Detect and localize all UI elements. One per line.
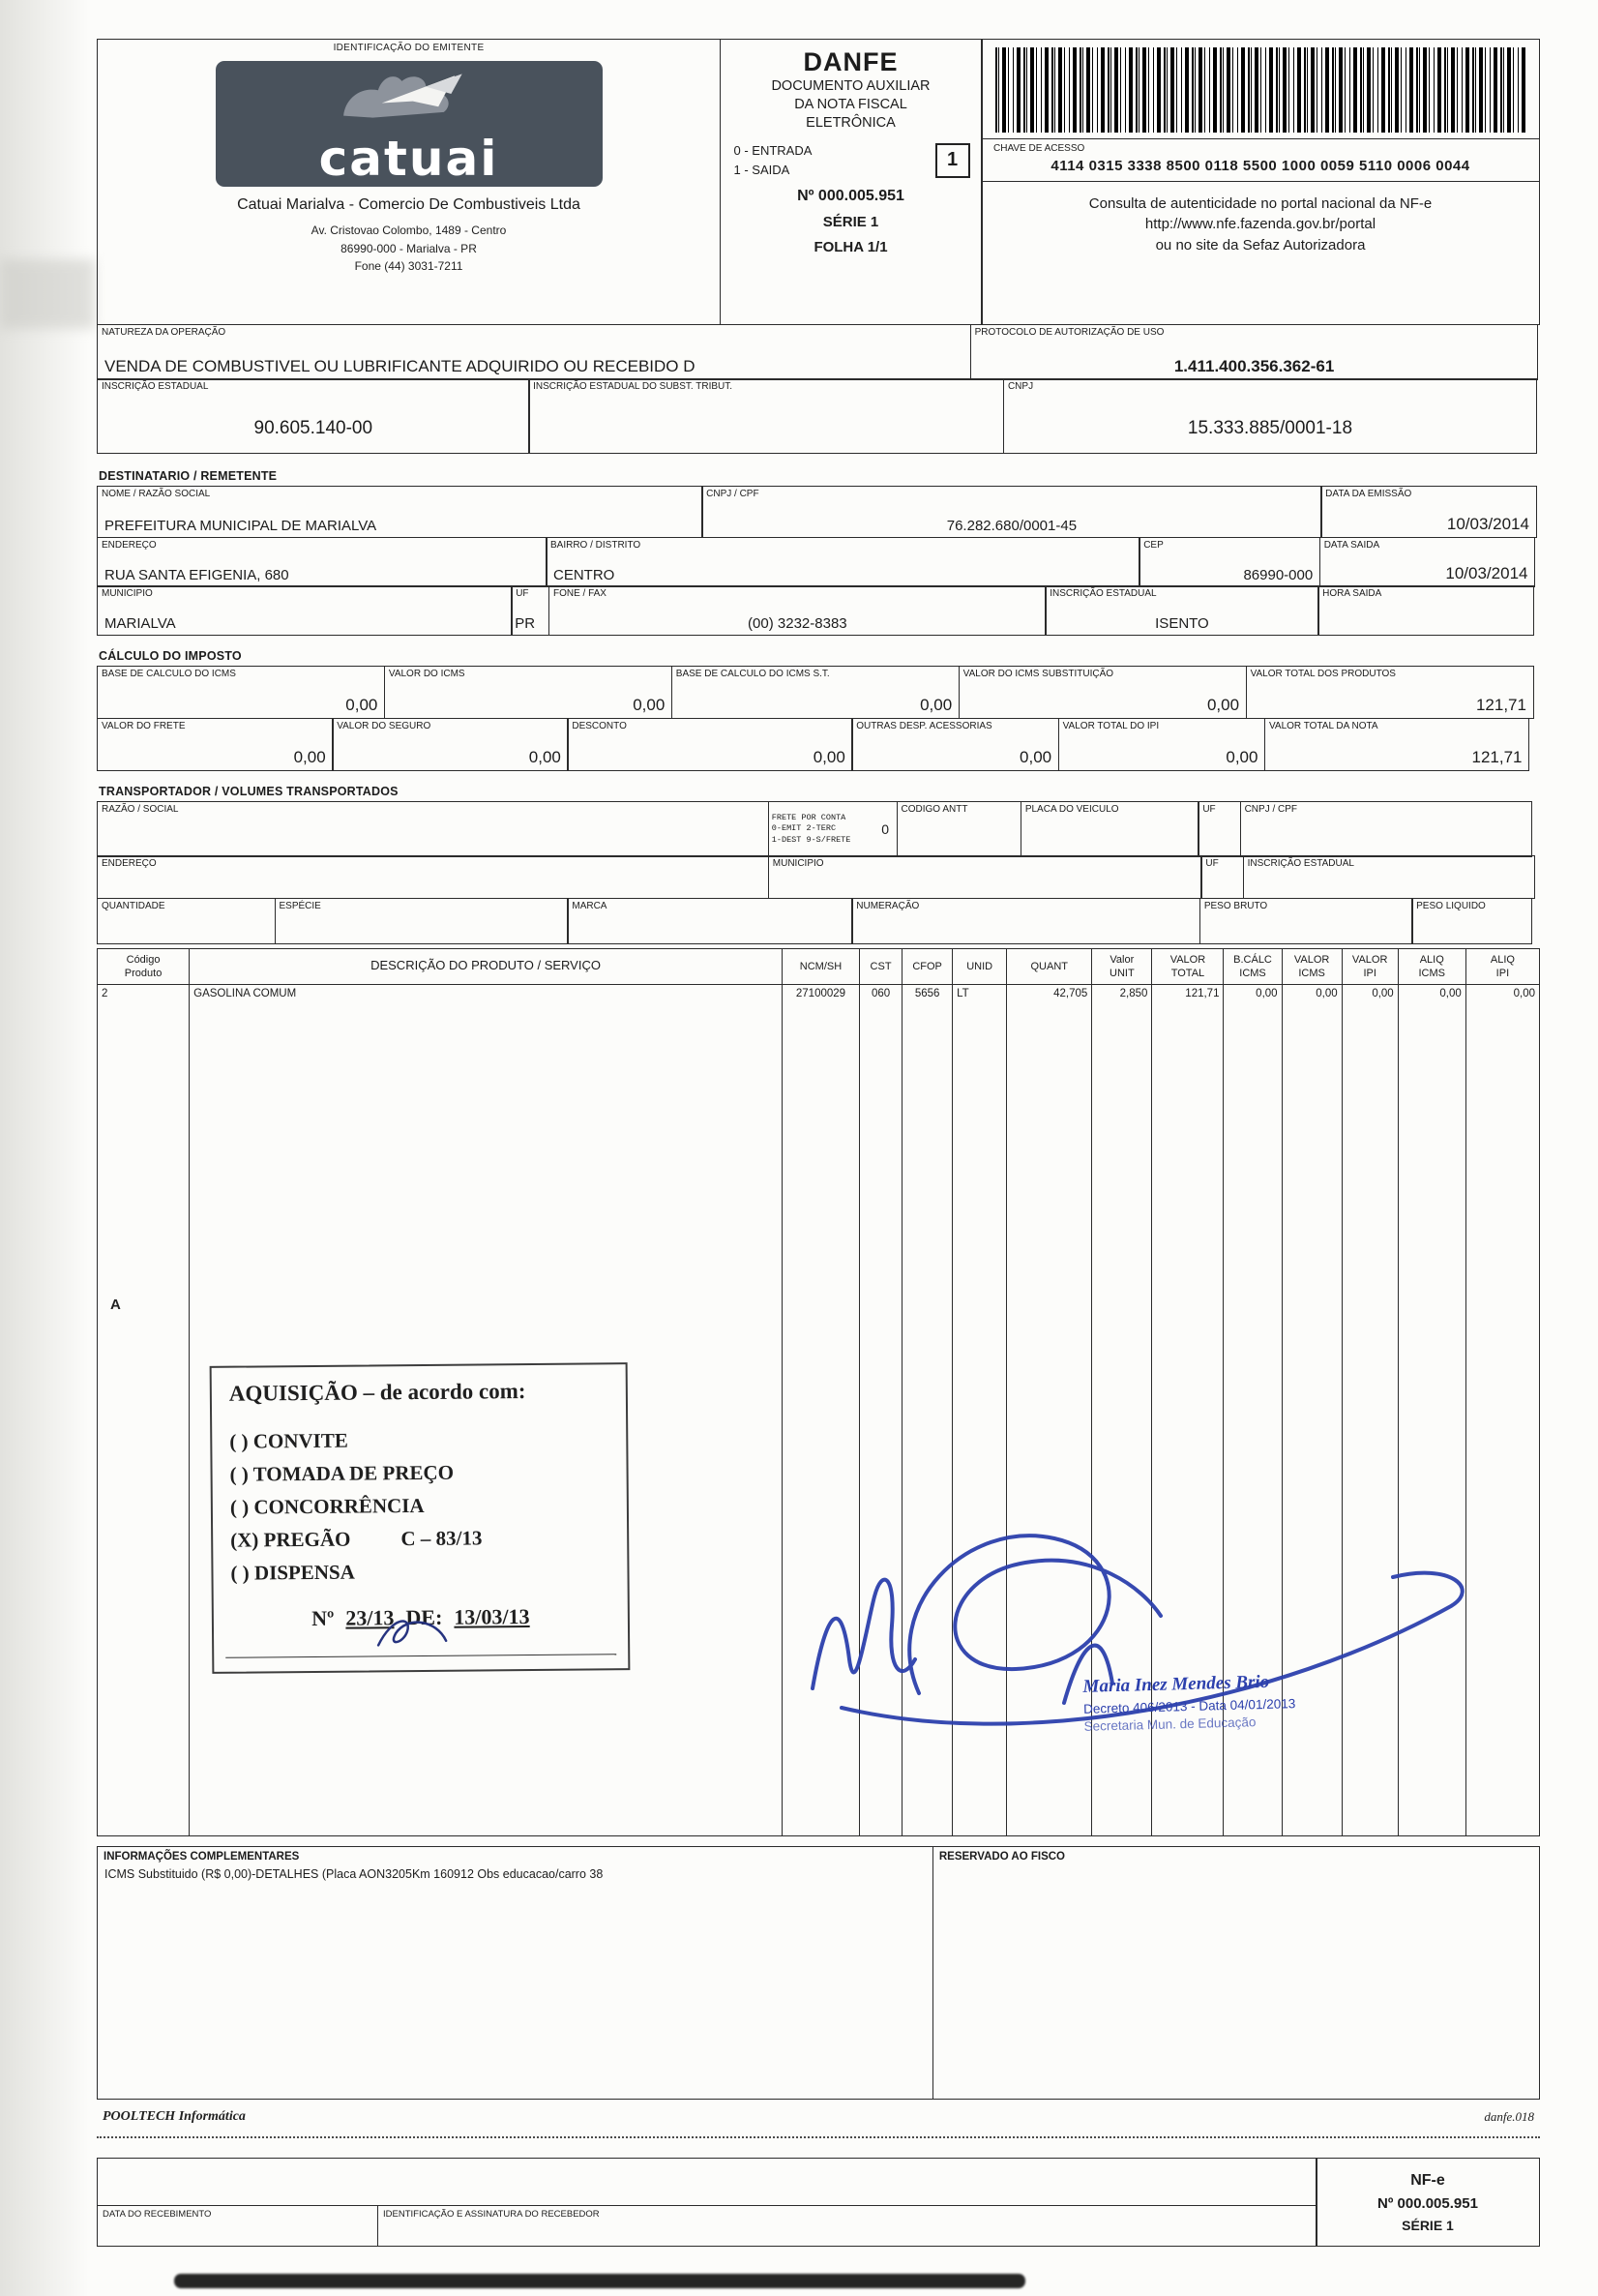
destinatario-row-2 — [97, 537, 1540, 587]
field-label: UF — [516, 588, 529, 599]
informacoes-complementares-box — [97, 1846, 933, 2100]
header-line: VALOR — [1293, 953, 1330, 966]
field-municipio-transportador — [768, 855, 1202, 899]
nf-numero: Nº 000.005.951 — [797, 187, 904, 204]
col-codigo-header — [98, 948, 190, 985]
carimbo-assinatura-decreto: Decreto 406/2013 - Data 04/01/2013 — [1082, 1696, 1296, 1716]
carimbo-assinatura-nome: Maria Inez Mendes Brio — [1082, 1671, 1270, 1697]
field-uf-transportador — [1200, 855, 1244, 899]
rodape-referencia: danfe.018 — [1484, 2109, 1534, 2125]
consulta-autenticidade — [982, 182, 1539, 268]
field-ie-destinatario — [1045, 585, 1318, 636]
col-aliq-ipi-header — [1465, 948, 1539, 985]
field-value: 0,00 — [1020, 747, 1052, 766]
field-value: 15.333.885/0001-18 — [1187, 418, 1353, 438]
pen-mark: A — [110, 1297, 121, 1313]
field-value — [276, 939, 568, 943]
field-data-recebimento — [98, 2206, 378, 2246]
tipo-nf-box: 1 — [935, 143, 970, 178]
field-label: MARCA — [572, 900, 607, 911]
field-value: PREFEITURA MUNICIPAL DE MARIALVA — [104, 518, 377, 534]
entrada-saida-opcoes — [734, 141, 813, 180]
cell-cfop: 5656 — [903, 985, 953, 1836]
field-label: VALOR DO ICMS — [388, 669, 465, 679]
field-label: INSCRIÇÃO ESTADUAL — [102, 381, 209, 392]
rodape-fornecedor-software: POOLTECH Informática — [103, 2109, 246, 2125]
chave-acesso-valor: 4114 0315 3338 8500 0118 5500 1000 0059 5110 0006 0044 — [1051, 157, 1470, 174]
field-value: 0,00 — [633, 696, 666, 714]
field-data-emissao — [1320, 486, 1537, 538]
carimbo-assinatura — [1082, 1671, 1296, 1734]
field-label: VALOR TOTAL DOS PRODUTOS — [1250, 669, 1396, 679]
canhoto-serie: SÉRIE 1 — [1402, 2217, 1454, 2233]
field-label: VALOR DO FRETE — [102, 720, 186, 731]
field-uf-veiculo — [1198, 801, 1241, 857]
logo-text: catuai — [318, 131, 499, 187]
danfe-box — [720, 39, 983, 325]
header-line: Produto — [124, 967, 163, 979]
field-label: BASE DE CALCULO DO ICMS S.T. — [675, 669, 830, 679]
danfe-title: DANFE — [803, 47, 899, 76]
field-value: 0,00 — [813, 747, 845, 766]
header — [97, 39, 1540, 325]
pen-squiggle-icon — [369, 1610, 456, 1655]
header-line: TOTAL — [1170, 967, 1205, 979]
field-value: RUA SANTA EFIGENIA, 680 — [104, 566, 289, 583]
field-label: UF — [1202, 803, 1216, 815]
field-label: VALOR TOTAL DO IPI — [1062, 720, 1160, 731]
canhoto-area-inferior — [98, 2205, 1317, 2246]
field-valor-icms-substituicao — [959, 666, 1247, 719]
field-label: NOME / RAZÃO SOCIAL — [102, 489, 211, 499]
emitente-nome: Catuai Marialva - Comercio De Combustiveis Ltda — [237, 196, 580, 213]
field-valor-total-ipi — [1058, 718, 1266, 771]
field-label: PLACA DO VEICULO — [1024, 803, 1119, 815]
imposto-row-1 — [97, 666, 1540, 719]
cell-valor-ipi: 0,00 — [1342, 985, 1398, 1836]
field-value: 1.411.400.356.362-61 — [1173, 356, 1335, 375]
nf-folha: FOLHA 1/1 — [814, 238, 888, 255]
linha-perfuracao — [97, 2136, 1540, 2138]
field-value — [852, 939, 1199, 943]
kangaroo-arrow-icon — [312, 63, 506, 127]
canhoto-esquerda — [97, 2158, 1317, 2247]
field-value: 0,00 — [293, 747, 326, 766]
field-value: PR — [515, 615, 536, 632]
field-label: VALOR TOTAL DA NOTA — [1268, 720, 1378, 731]
numero-label: Nº — [311, 1605, 335, 1630]
nf-serie: SÉRIE 1 — [822, 213, 879, 230]
consulta-linha1: Consulta de autenticidade no portal nacional da NF-e — [1088, 194, 1433, 212]
field-label: PESO BRUTO — [1203, 900, 1268, 911]
field-label: HORA SAIDA — [1322, 588, 1382, 599]
cell-valor-unit: 2,850 — [1092, 985, 1152, 1836]
field-base-calculo-icms-st — [671, 666, 960, 719]
col-ncm-header: NCM/SH — [782, 948, 859, 985]
field-valor-total-nota — [1264, 718, 1530, 771]
col-aliq-icms-header — [1398, 948, 1465, 985]
field-label: CNPJ / CPF — [1244, 803, 1298, 815]
field-especie — [275, 898, 569, 944]
cell-descricao: GASOLINA COMUM — [190, 985, 783, 1836]
carimbo-aquisicao-titulo: AQUISIÇÃO – de acordo com: — [228, 1379, 526, 1406]
destinatario-row-3 — [97, 585, 1540, 636]
cell-valor-icms: 0,00 — [1282, 985, 1342, 1836]
field-inscricao-subst-tribut — [528, 378, 1004, 454]
frete-por-conta-conteudo — [769, 802, 897, 856]
field-value: 10/03/2014 — [1445, 563, 1528, 582]
field-municipio — [97, 585, 513, 636]
emitente-box-label: IDENTIFICAÇÃO DO EMITENTE — [333, 43, 485, 53]
field-peso-bruto — [1199, 898, 1413, 944]
cell-cst: 060 — [860, 985, 903, 1836]
field-label: 0-EMIT 2-TERC — [771, 823, 837, 834]
field-value: 0,00 — [1206, 696, 1240, 714]
field-value: VENDA DE COMBUSTIVEL OU LUBRIFICANTE ADQUIRIDO OU RECEBIDO D — [104, 356, 695, 375]
field-label: DATA DO RECEBIMENTO — [103, 2209, 212, 2221]
field-value: 76.282.680/0001-45 — [946, 518, 1078, 534]
field-label: DATA DA EMISSÃO — [1325, 489, 1412, 499]
field-value: 0 — [881, 820, 890, 837]
canhoto-nfe-box — [1316, 2158, 1540, 2247]
field-valor-seguro — [332, 718, 569, 771]
header-line: UNIT — [1110, 967, 1135, 979]
field-outras-despesas — [851, 718, 1059, 771]
catuai-logo — [216, 61, 603, 187]
field-cnpj-transportador — [1240, 801, 1533, 857]
opcao-convite: ( ) CONVITE — [229, 1428, 348, 1453]
field-label: PROTOCOLO DE AUTORIZAÇÃO DE USO — [974, 326, 1165, 338]
emitente-box — [97, 39, 721, 325]
header-line: IPI — [1495, 967, 1510, 979]
field-value: MARIALVA — [104, 615, 176, 632]
carimbo-assinatura-secretaria: Secretaria Mun. de Educação — [1083, 1715, 1257, 1734]
field-label: FRETE POR CONTA — [771, 813, 846, 823]
section-imposto-title: CÁLCULO DO IMPOSTO — [99, 649, 242, 663]
field-endereco-transportador — [97, 855, 769, 899]
field-valor-icms — [384, 666, 672, 719]
field-label: IDENTIFICAÇÃO E ASSINATURA DO RECEBEDOR — [383, 2209, 600, 2221]
col-unid-header: UNID — [953, 948, 1007, 985]
header-line: Valor — [1110, 953, 1135, 966]
field-label: NATUREZA DA OPERAÇÃO — [102, 326, 226, 338]
field-placa-veiculo — [1021, 801, 1199, 857]
field-inscricao-estadual — [97, 378, 530, 454]
header-line: ICMS — [1239, 967, 1266, 979]
field-label: QUANTIDADE — [102, 900, 165, 911]
col-valor-icms-header — [1282, 948, 1342, 985]
informacoes-complementares-titulo: INFORMAÇÕES COMPLEMENTARES — [104, 1851, 300, 1864]
section-destinatario-title: DESTINATARIO / REMETENTE — [99, 469, 278, 483]
field-label: DATA SAIDA — [1323, 539, 1380, 551]
header-line: IPI — [1363, 967, 1376, 979]
field-base-calculo-icms — [97, 666, 385, 719]
field-numeracao — [851, 898, 1200, 944]
cell-unid: LT — [953, 985, 1007, 1836]
consulta-url: http://www.nfe.fazenda.gov.br/portal — [1144, 216, 1376, 233]
field-label: VALOR DO ICMS SUBSTITUIÇÃO — [962, 669, 1114, 679]
field-label: RAZÃO / SOCIAL — [102, 803, 179, 815]
de-label: DE: — [405, 1604, 443, 1630]
field-label: ENDEREÇO — [102, 539, 157, 551]
scan-artifact — [174, 2274, 1025, 2288]
field-codigo-antt — [897, 801, 1022, 857]
field-value — [568, 939, 851, 943]
data-valor: 13/03/13 — [454, 1604, 530, 1629]
field-fone-fax — [548, 585, 1047, 636]
col-valor-unit-header — [1092, 948, 1152, 985]
transportador-row-1 — [97, 801, 1540, 857]
carimbo-aquisicao — [210, 1362, 631, 1674]
field-label: ESPÉCIE — [279, 900, 321, 911]
field-label: BASE DE CALCULO DO ICMS — [102, 669, 236, 679]
rodape — [97, 2105, 1540, 2125]
chave-acesso — [982, 138, 1539, 182]
field-value: 0,00 — [1226, 747, 1258, 766]
field-nome-razao-social — [97, 486, 703, 538]
field-label: DESCONTO — [572, 720, 627, 731]
cell-quant: 42,705 — [1007, 985, 1092, 1836]
field-ie-transportador — [1243, 855, 1536, 899]
field-cep — [1139, 537, 1320, 587]
dados-adicionais — [97, 1846, 1540, 2100]
field-value: 10/03/2014 — [1446, 515, 1529, 533]
field-value: 121,71 — [1475, 696, 1526, 714]
col-descricao-header: DESCRIÇÃO DO PRODUTO / SERVIÇO — [190, 948, 783, 985]
informacoes-complementares-texto: ICMS Substituido (R$ 0,00)-DETALHES (Placa AON3205Km 160912 Obs educacao/carro 38 — [104, 1867, 604, 1882]
imposto-row-2 — [97, 718, 1540, 771]
emitente-endereco — [98, 222, 720, 276]
opcao-entrada: 0 - ENTRADA — [733, 142, 813, 158]
field-data-saida — [1319, 537, 1536, 587]
field-value: 0,00 — [345, 696, 378, 714]
field-label: CEP — [1143, 539, 1164, 551]
field-label: CODIGO ANTT — [901, 803, 968, 815]
field-label: CHAVE DE ACESSO — [993, 143, 1085, 154]
danfe-subtitle-1: DOCUMENTO AUXILIAR — [771, 78, 931, 94]
field-label: UF — [1205, 858, 1219, 869]
field-endereco — [97, 537, 547, 587]
opcao-pregao-texto: (X) PREGÃO — [230, 1527, 351, 1552]
field-marca — [567, 898, 852, 944]
products-table-header — [98, 948, 1540, 985]
field-label: CNPJ — [1007, 381, 1034, 392]
cell-aliq-icms: 0,00 — [1398, 985, 1465, 1836]
field-natureza-operacao — [97, 324, 971, 380]
natureza-row — [97, 324, 1540, 380]
canhoto-recebimento — [97, 2158, 1540, 2247]
field-label: MUNICIPIO — [102, 588, 153, 599]
field-value: (00) 3232-8383 — [748, 615, 847, 632]
field-label: MUNICIPIO — [772, 858, 824, 869]
danfe-subtitle-3: ELETRÔNICA — [806, 114, 896, 131]
danfe-invoice — [97, 39, 1540, 2247]
field-bairro-distrito — [546, 537, 1140, 587]
header-line: VALOR — [1351, 953, 1388, 966]
col-valor-ipi-header — [1342, 948, 1398, 985]
danfe-subtitle-2: DA NOTA FISCAL — [794, 96, 907, 112]
canhoto-area-superior — [98, 2159, 1317, 2205]
emitente-fone: Fone (44) 3031-7211 — [354, 259, 463, 274]
header-line: ICMS — [1418, 967, 1445, 979]
field-value: ISENTO — [1155, 615, 1209, 632]
header-line: VALOR — [1169, 953, 1206, 966]
field-cnpj-emitente — [1003, 378, 1537, 454]
emitente-endereco-linha1: Av. Cristovao Colombo, 1489 - Centro — [311, 224, 507, 237]
field-peso-liquido — [1411, 898, 1532, 944]
field-value — [1200, 939, 1412, 943]
field-value — [98, 939, 275, 943]
field-label: VALOR DO SEGURO — [337, 720, 431, 731]
canhoto-numero: Nº 000.005.951 — [1377, 2194, 1478, 2212]
header-line: ALIQ — [1419, 953, 1444, 966]
cell-bcalc-icms: 0,00 — [1224, 985, 1282, 1836]
field-label: CNPJ / CPF — [706, 489, 759, 499]
header-line: ALIQ — [1490, 953, 1515, 966]
emitente-endereco-linha2: 86990-000 - Marialva - PR — [340, 241, 477, 255]
transportador-row-2 — [97, 855, 1540, 899]
opcao-pregao-referencia: C – 83/13 — [400, 1526, 483, 1551]
field-razao-social-transportador — [97, 801, 769, 857]
field-identificacao-assinatura-recebedor — [378, 2206, 1317, 2246]
transportador-row-3 — [97, 898, 1540, 944]
field-label: OUTRAS DESP. ACESSORIAS — [856, 720, 992, 731]
cell-valor-total: 121,71 — [1152, 985, 1224, 1836]
destinatario-row-1 — [97, 486, 1540, 538]
field-hora-saida — [1317, 585, 1534, 636]
field-valor-frete — [97, 718, 334, 771]
field-frete-por-conta — [768, 801, 898, 857]
cell-ncm: 27100029 — [782, 985, 859, 1836]
col-quant-header: QUANT — [1007, 948, 1092, 985]
col-valor-total-header — [1152, 948, 1224, 985]
opcao-tomada-preco: ( ) TOMADA DE PREÇO — [229, 1460, 455, 1486]
frete-por-conta-legendas — [769, 812, 851, 845]
field-valor-total-produtos — [1246, 666, 1534, 719]
opcao-pregao — [230, 1525, 609, 1552]
col-cfop-header: CFOP — [903, 948, 953, 985]
field-label: INSCRIÇÃO ESTADUAL — [1247, 858, 1354, 869]
col-bcalc-icms-header — [1224, 948, 1282, 985]
header-line: ICMS — [1298, 967, 1325, 979]
field-value — [1412, 939, 1531, 943]
field-value — [529, 449, 1003, 453]
opcao-dispensa: ( ) DISPENSA — [230, 1560, 355, 1585]
inscricao-row — [97, 378, 1540, 454]
field-label: ENDEREÇO — [102, 858, 157, 869]
field-value: 90.605.140-00 — [253, 418, 373, 438]
field-label: FONE / FAX — [552, 588, 607, 599]
header-line: B.CÁLC — [1233, 953, 1272, 966]
canhoto-nfe: NF-e — [1410, 2171, 1445, 2189]
field-value: 0,00 — [920, 696, 953, 714]
field-value: 86990-000 — [1243, 566, 1314, 583]
field-label: INSCRIÇÃO ESTADUAL — [1050, 588, 1157, 599]
numero-valor: 23/13 — [345, 1605, 395, 1630]
field-value: 121,71 — [1471, 747, 1523, 766]
field-uf-destinatario — [511, 585, 549, 636]
col-cst-header: CST — [860, 948, 903, 985]
field-label: BAIRRO / DISTRITO — [550, 539, 641, 551]
reservado-ao-fisco-titulo: RESERVADO AO FISCO — [938, 1851, 1065, 1864]
field-label: PESO LIQUIDO — [1416, 900, 1486, 911]
chave-box — [981, 39, 1540, 325]
header-line: Código — [126, 953, 161, 966]
field-value: 0,00 — [528, 747, 561, 766]
field-label: NUMERAÇÃO — [856, 900, 920, 911]
entrada-saida-row — [721, 133, 982, 182]
consulta-linha3: ou no site da Sefaz Autorizadora — [1155, 237, 1366, 253]
opcao-saida: 1 - SAIDA — [733, 162, 790, 177]
section-transportador-title: TRANSPORTADOR / VOLUMES TRANSPORTADOS — [99, 784, 399, 798]
field-protocolo-autorizacao — [970, 324, 1539, 380]
field-label: 1-DEST 9-S/FRETE — [771, 834, 851, 845]
cell-aliq-ipi: 0,00 — [1465, 985, 1539, 1836]
reservado-ao-fisco-box — [932, 1846, 1540, 2100]
field-quantidade — [97, 898, 276, 944]
opcao-concorrencia: ( ) CONCORRÊNCIA — [229, 1493, 425, 1519]
barcode — [995, 47, 1525, 133]
field-label: INSCRIÇÃO ESTADUAL DO SUBST. TRIBUT. — [533, 381, 733, 392]
field-desconto — [567, 718, 852, 771]
cell-codigo: 2 — [98, 985, 190, 1836]
field-cnpj-cpf — [701, 486, 1322, 538]
field-value — [1318, 631, 1533, 635]
field-value: CENTRO — [553, 566, 615, 583]
